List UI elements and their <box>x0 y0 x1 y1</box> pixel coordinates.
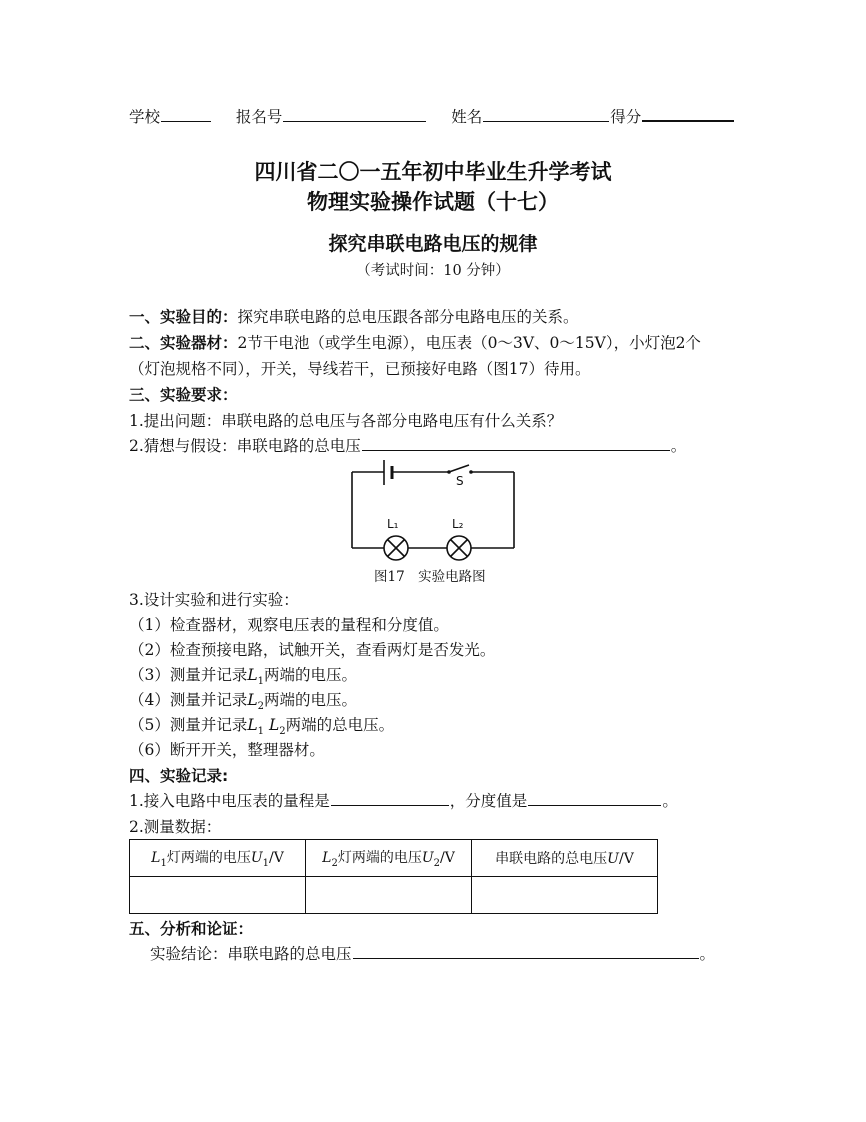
table-row <box>130 877 658 914</box>
section-equipment-heading: 二、实验器材： <box>129 334 238 352</box>
col-header-u2: $L_2$灯两端的电压$U_2/V$ <box>306 840 472 877</box>
step-3: （3）测量并记录$L_1$两端的电压。 <box>129 666 358 688</box>
regno-field[interactable] <box>283 107 426 122</box>
section-purpose-text: 探究串联电路的总电压跟各部分电路电压的关系。 <box>237 308 579 326</box>
question-1: 1.提出问题：串联电路的总电压与各部分电路电压有什么关系？ <box>129 412 563 430</box>
division-field[interactable] <box>528 791 661 806</box>
school-field[interactable] <box>161 107 211 122</box>
section-equipment-line2: （灯泡规格不同），开关，导线若干，已预接好电路（图17）待用。 <box>129 360 591 378</box>
col-header-u: 串联电路的总电压U/V <box>472 840 658 877</box>
range-field[interactable] <box>331 791 449 806</box>
switch-lever[interactable] <box>449 465 469 472</box>
experiment-topic: 探究串联电路电压的规律 <box>328 233 538 255</box>
data-table <box>129 839 658 914</box>
name-label: 姓名 <box>451 108 483 126</box>
cell-u2[interactable] <box>306 877 472 914</box>
section-purpose <box>129 305 579 327</box>
step-1: （1）检查器材，观察电压表的量程和分度值。 <box>129 616 449 634</box>
header-line <box>129 105 735 127</box>
question-2-suffix: 。 <box>670 437 687 455</box>
step-2: （2）检查预接电路，试触开关，查看两灯是否发光。 <box>129 641 496 659</box>
question-2 <box>129 434 686 456</box>
figure-caption: 图17 实验电路图 <box>374 569 486 585</box>
section-requirements-heading: 三、实验要求： <box>129 386 238 404</box>
school-label: 学校 <box>129 108 161 126</box>
section-equipment <box>129 331 701 353</box>
exam-time: （考试时间：10 分钟） <box>356 263 510 279</box>
conclusion-field[interactable] <box>353 944 699 959</box>
lamp2-label: L₂ <box>452 517 464 531</box>
section-equipment-line1: 2节干电池（或学生电源），电压表（0～3V、0～15V），小灯泡2个 <box>237 334 701 352</box>
record-1: 1.接入电路中电压表的量程是 ，分度值是 。 <box>129 792 678 810</box>
score-field[interactable] <box>642 106 734 122</box>
regno-label: 报名号 <box>235 108 283 126</box>
section-record-heading: 四、实验记录: <box>129 767 229 785</box>
cell-u1[interactable] <box>130 877 306 914</box>
exam-subtitle: 物理实验操作试题（十七） <box>307 190 559 214</box>
section-purpose-heading: 一、实验目的： <box>129 308 238 326</box>
lamp1-label: L₁ <box>387 517 399 531</box>
conclusion: 实验结论：串联电路的总电压 。 <box>150 945 716 963</box>
score-label: 得分 <box>610 108 642 126</box>
hypothesis-field[interactable] <box>362 436 670 451</box>
step-6: （6）断开开关，整理器材。 <box>129 741 325 759</box>
section-analysis-heading: 五、分析和论证： <box>129 920 254 938</box>
record-2: 2.测量数据： <box>129 818 222 836</box>
col-header-u1: $L_1$灯两端的电压$U_1/V$ <box>130 840 306 877</box>
exam-title: 四川省二〇一五年初中毕业生升学考试 <box>254 160 612 184</box>
name-field[interactable] <box>483 107 609 122</box>
step-5: （5）测量并记录$L_1$ $L_2$两端的总电压。 <box>129 716 395 738</box>
switch-label: S <box>456 474 464 488</box>
cell-u[interactable] <box>472 877 658 914</box>
step-4: （4）测量并记录$L_2$两端的电压。 <box>129 691 358 713</box>
question-2-prefix: 2.猜想与假设：串联电路的总电压 <box>129 437 361 455</box>
table-header-row <box>130 840 658 877</box>
question-3: 3.设计实验和进行实验： <box>129 591 299 609</box>
